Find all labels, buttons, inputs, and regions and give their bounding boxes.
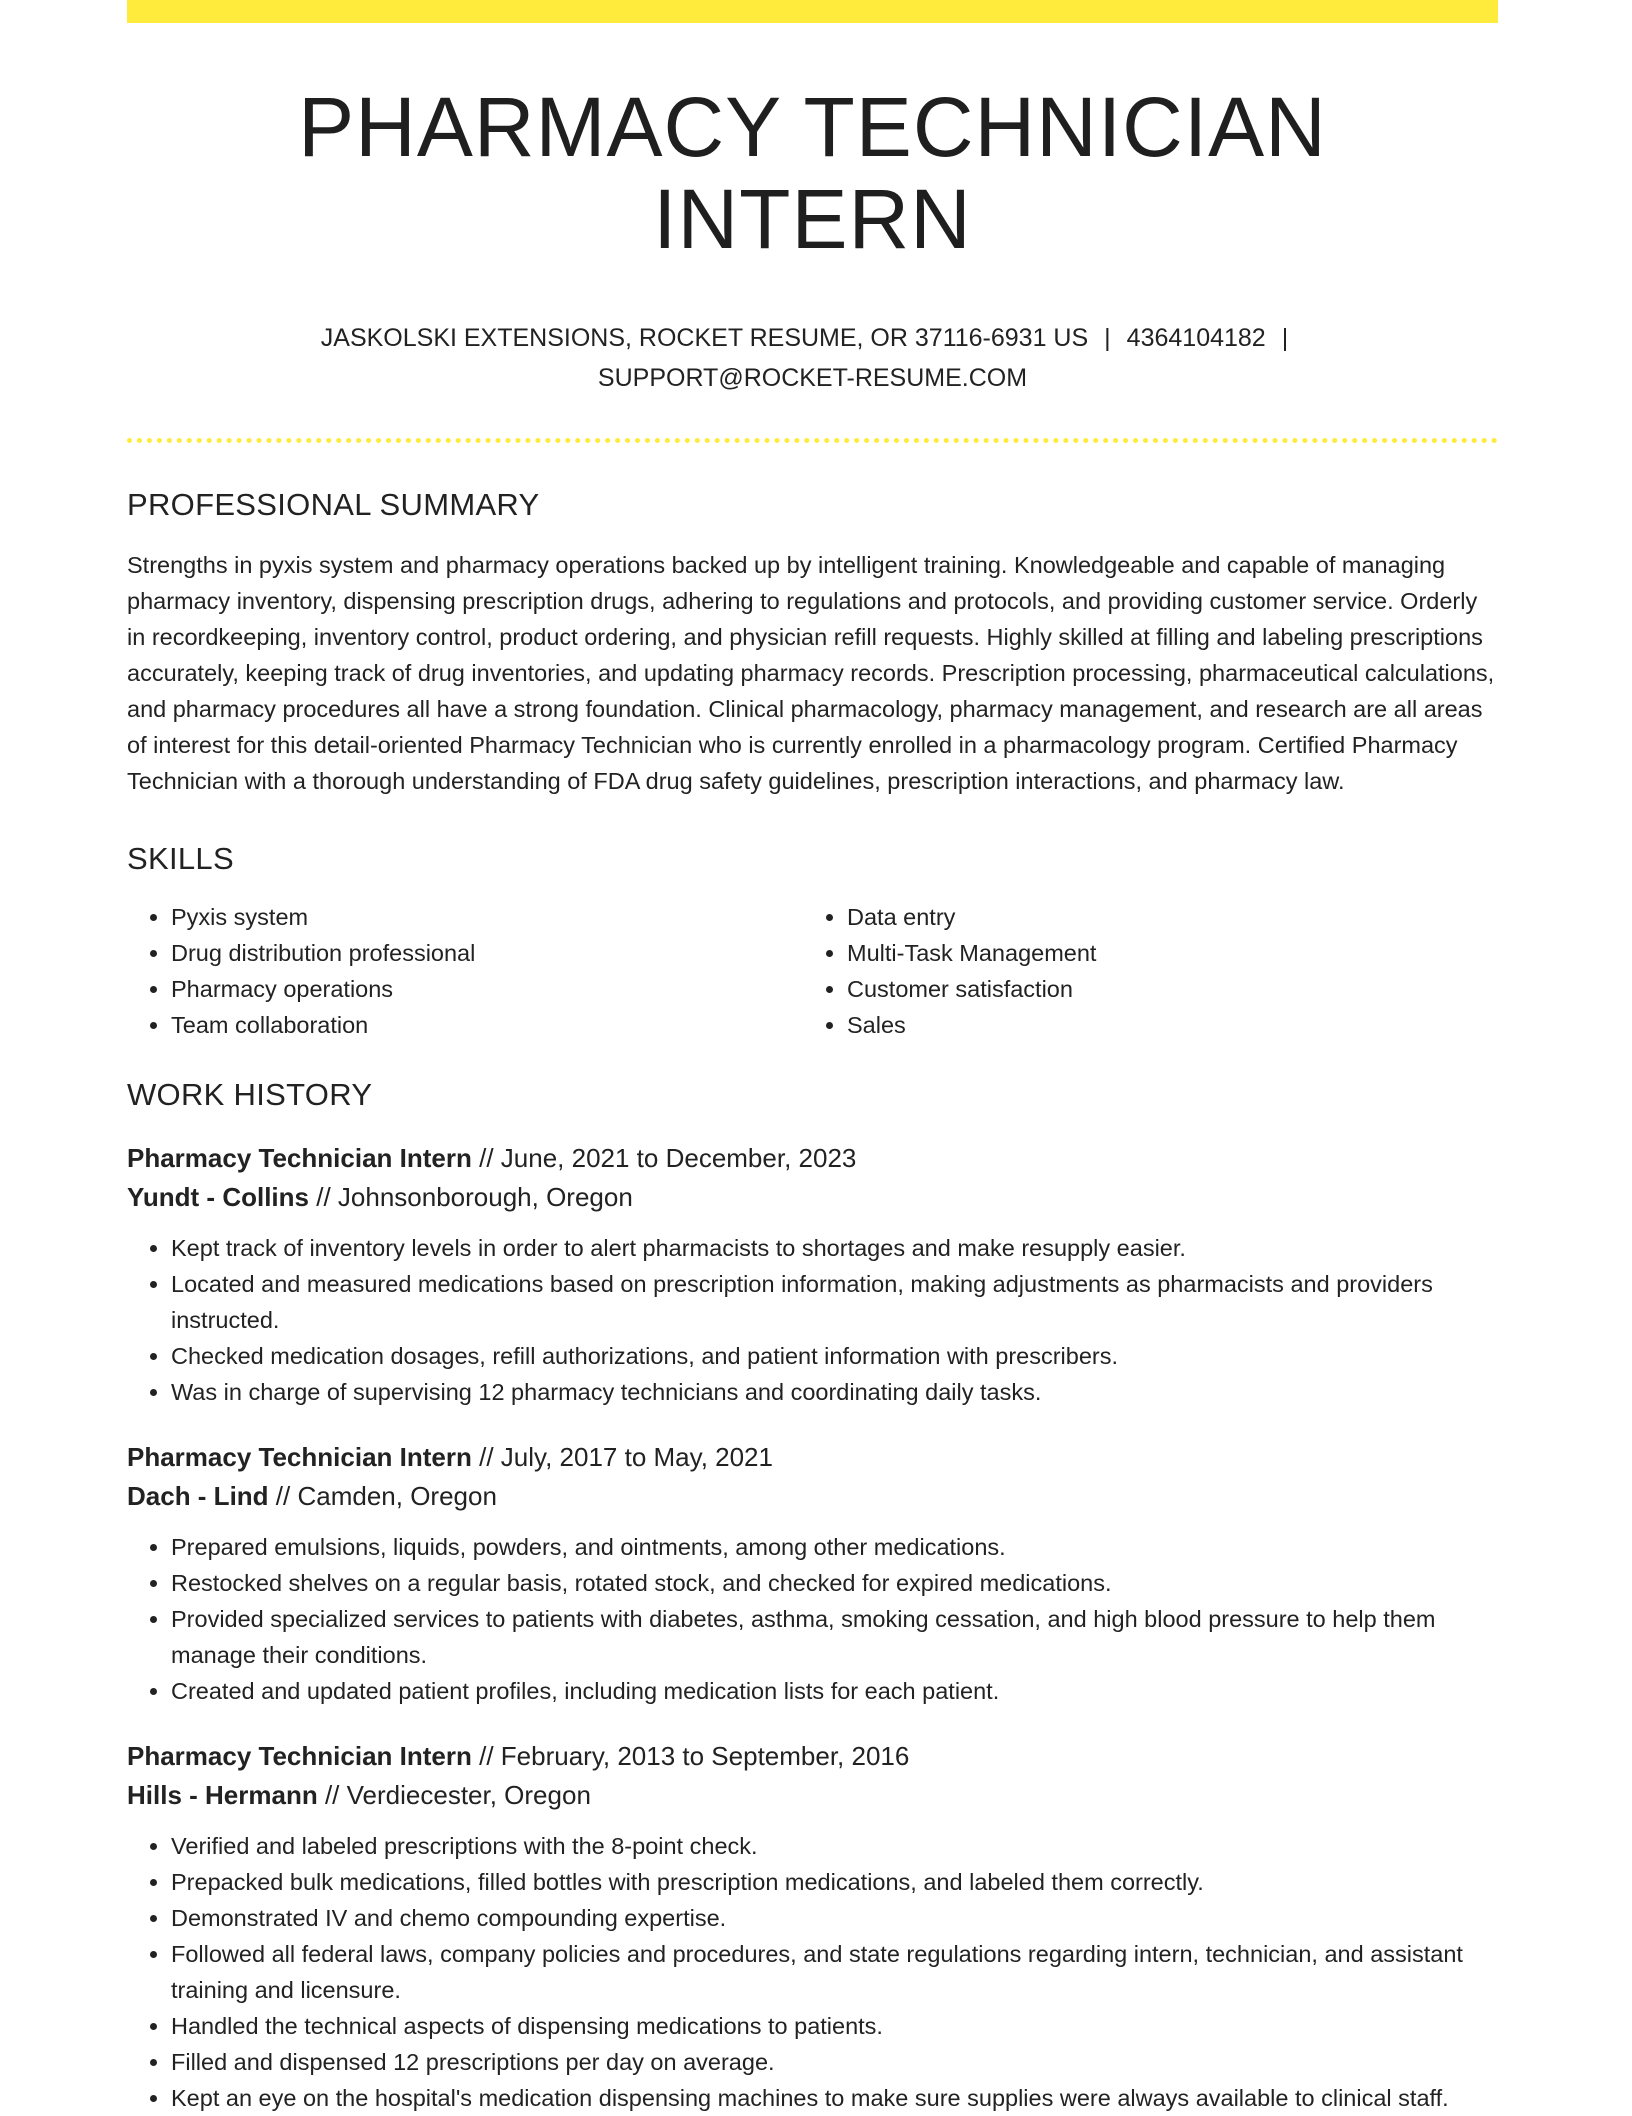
skill-item: • Data entry [847, 899, 1479, 935]
job-bullet: • Restocked shelves on a regular basis, rotated stock, and checked for expired medications. [171, 1565, 1498, 1601]
job-divider: // [479, 1142, 494, 1173]
job-bullet: • Verified and labeled prescriptions with the 8-point check. [171, 1828, 1498, 1864]
work-history-heading: WORK HISTORY [127, 1076, 373, 1112]
contact-separator: | [1281, 323, 1289, 352]
job-location: Johnsonborough, Oregon [337, 1181, 633, 1212]
job-bullets [127, 1230, 1498, 1410]
resume-page [127, 0, 1498, 2116]
job-bullets [127, 1529, 1498, 1709]
job-bullet: • Prepared emulsions, liquids, powders, and ointments, among other medications. [171, 1529, 1498, 1565]
job-bullet: • Created and updated patient profiles, including medication lists for each patient. [171, 1673, 1498, 1709]
skills-column-left [127, 899, 803, 1043]
skills-list [127, 899, 1498, 1043]
job-company: Dach - Lind [127, 1480, 269, 1511]
job-role-line [127, 1438, 1498, 1477]
skill-item: • Team collaboration [171, 1007, 803, 1043]
job-company: Yundt - Collins [127, 1181, 309, 1212]
skill-item: • Pharmacy operations [171, 971, 803, 1007]
skill-item: • Multi-Task Management [847, 935, 1479, 971]
job-entry [127, 1139, 1498, 1410]
top-accent-bar [127, 0, 1498, 23]
job-entry [127, 1438, 1498, 1709]
job-divider: // [316, 1181, 331, 1212]
job-company-line [127, 1477, 1498, 1516]
skills-heading: SKILLS [127, 840, 234, 876]
job-bullet: • Checked medication dosages, refill authorizations, and patient information with prescribers. [171, 1338, 1498, 1374]
contact-phone: 4364104182 [1126, 323, 1266, 352]
job-role-line [127, 1139, 1498, 1178]
job-divider: // [479, 1740, 494, 1771]
job-company-line [127, 1776, 1498, 1815]
job-bullet: • Prepacked bulk medications, filled bottles with prescription medications, and labeled them correctly. [171, 1864, 1498, 1900]
contact-separator: | [1104, 323, 1111, 352]
job-location: Verdiecester, Oregon [346, 1779, 591, 1810]
summary-text: Strengths in pyxis system and pharmacy operations backed up by intelligent training. Knowledgeable and capable of managing pharmacy inventory, dispensing prescription drugs, adhering to regulations and protocols, and providing customer service. Orderly in recordkeeping, inventory control, product ordering, and physician refill requests. Highly skilled at filling and labeling prescriptions accurately, keeping track of drug inventories, and updating pharmacy records. Prescription processing, pharmaceutical calculations, and pharmacy procedures all have a strong foundation. Clinical pharmacology, pharmacy management, and research are all areas of interest for this detail-oriented Pharmacy Technician who is currently enrolled in a pharmacology program. Certified Pharmacy Technician with a thorough understanding of FDA drug safety guidelines, prescription interactions, and pharmacy law. [127, 551, 1495, 794]
skill-item: • Sales [847, 1007, 1479, 1043]
skill-item: • Drug distribution professional [171, 935, 803, 971]
job-role: Pharmacy Technician Intern [127, 1441, 472, 1472]
job-divider: // [275, 1480, 291, 1511]
skills-column-right [803, 899, 1479, 1043]
job-bullet: • Followed all federal laws, company policies and procedures, and state regulations regarding intern, technician, and assistant training and licensure. [171, 1936, 1498, 2008]
dotted-divider [127, 438, 1498, 443]
job-role: Pharmacy Technician Intern [127, 1142, 472, 1173]
job-bullet: • Provided specialized services to patients with diabetes, asthma, smoking cessation, and high blood pressure to help them manage their conditions. [171, 1601, 1498, 1673]
contact-email: SUPPORT@ROCKET-RESUME.COM [597, 363, 1028, 392]
job-dates: June, 2021 to December, 2023 [500, 1142, 857, 1173]
resume-name: PHARMACY TECHNICIAN INTERN [298, 80, 1327, 267]
job-dates: July, 2017 to May, 2021 [500, 1441, 773, 1472]
job-bullet: • Was in charge of supervising 12 pharmacy technicians and coordinating daily tasks. [171, 1374, 1498, 1410]
job-company-line [127, 1178, 1498, 1217]
job-role: Pharmacy Technician Intern [127, 1740, 472, 1771]
job-company: Hills - Hermann [127, 1779, 318, 1810]
job-location: Camden, Oregon [297, 1480, 497, 1511]
job-divider: // [479, 1441, 494, 1472]
skill-item: • Pyxis system [171, 899, 803, 935]
job-bullet: • Filled and dispensed 12 prescriptions per day on average. [171, 2044, 1498, 2080]
job-role-line [127, 1737, 1498, 1776]
job-bullet: • Located and measured medications based on prescription information, making adjustments as pharmacists and providers instructed. [171, 1266, 1498, 1338]
summary-heading: PROFESSIONAL SUMMARY [127, 486, 540, 522]
job-bullets [127, 1828, 1498, 2116]
contact-info [127, 318, 1498, 398]
job-divider: // [324, 1779, 340, 1810]
job-entry [127, 1737, 1498, 2116]
contact-address: JASKOLSKI EXTENSIONS, ROCKET RESUME, OR 37116-6931 US [320, 323, 1089, 352]
job-bullet: • Demonstrated IV and chemo compounding expertise. [171, 1900, 1498, 1936]
job-dates: February, 2013 to September, 2016 [500, 1740, 910, 1771]
job-bullet: • Kept an eye on the hospital's medication dispensing machines to make sure supplies were always available to clinical staff. [171, 2080, 1498, 2116]
skill-item: • Customer satisfaction [847, 971, 1479, 1007]
job-bullet: • Kept track of inventory levels in order to alert pharmacists to shortages and make resupply easier. [171, 1230, 1498, 1266]
job-bullet: • Handled the technical aspects of dispensing medications to patients. [171, 2008, 1498, 2044]
